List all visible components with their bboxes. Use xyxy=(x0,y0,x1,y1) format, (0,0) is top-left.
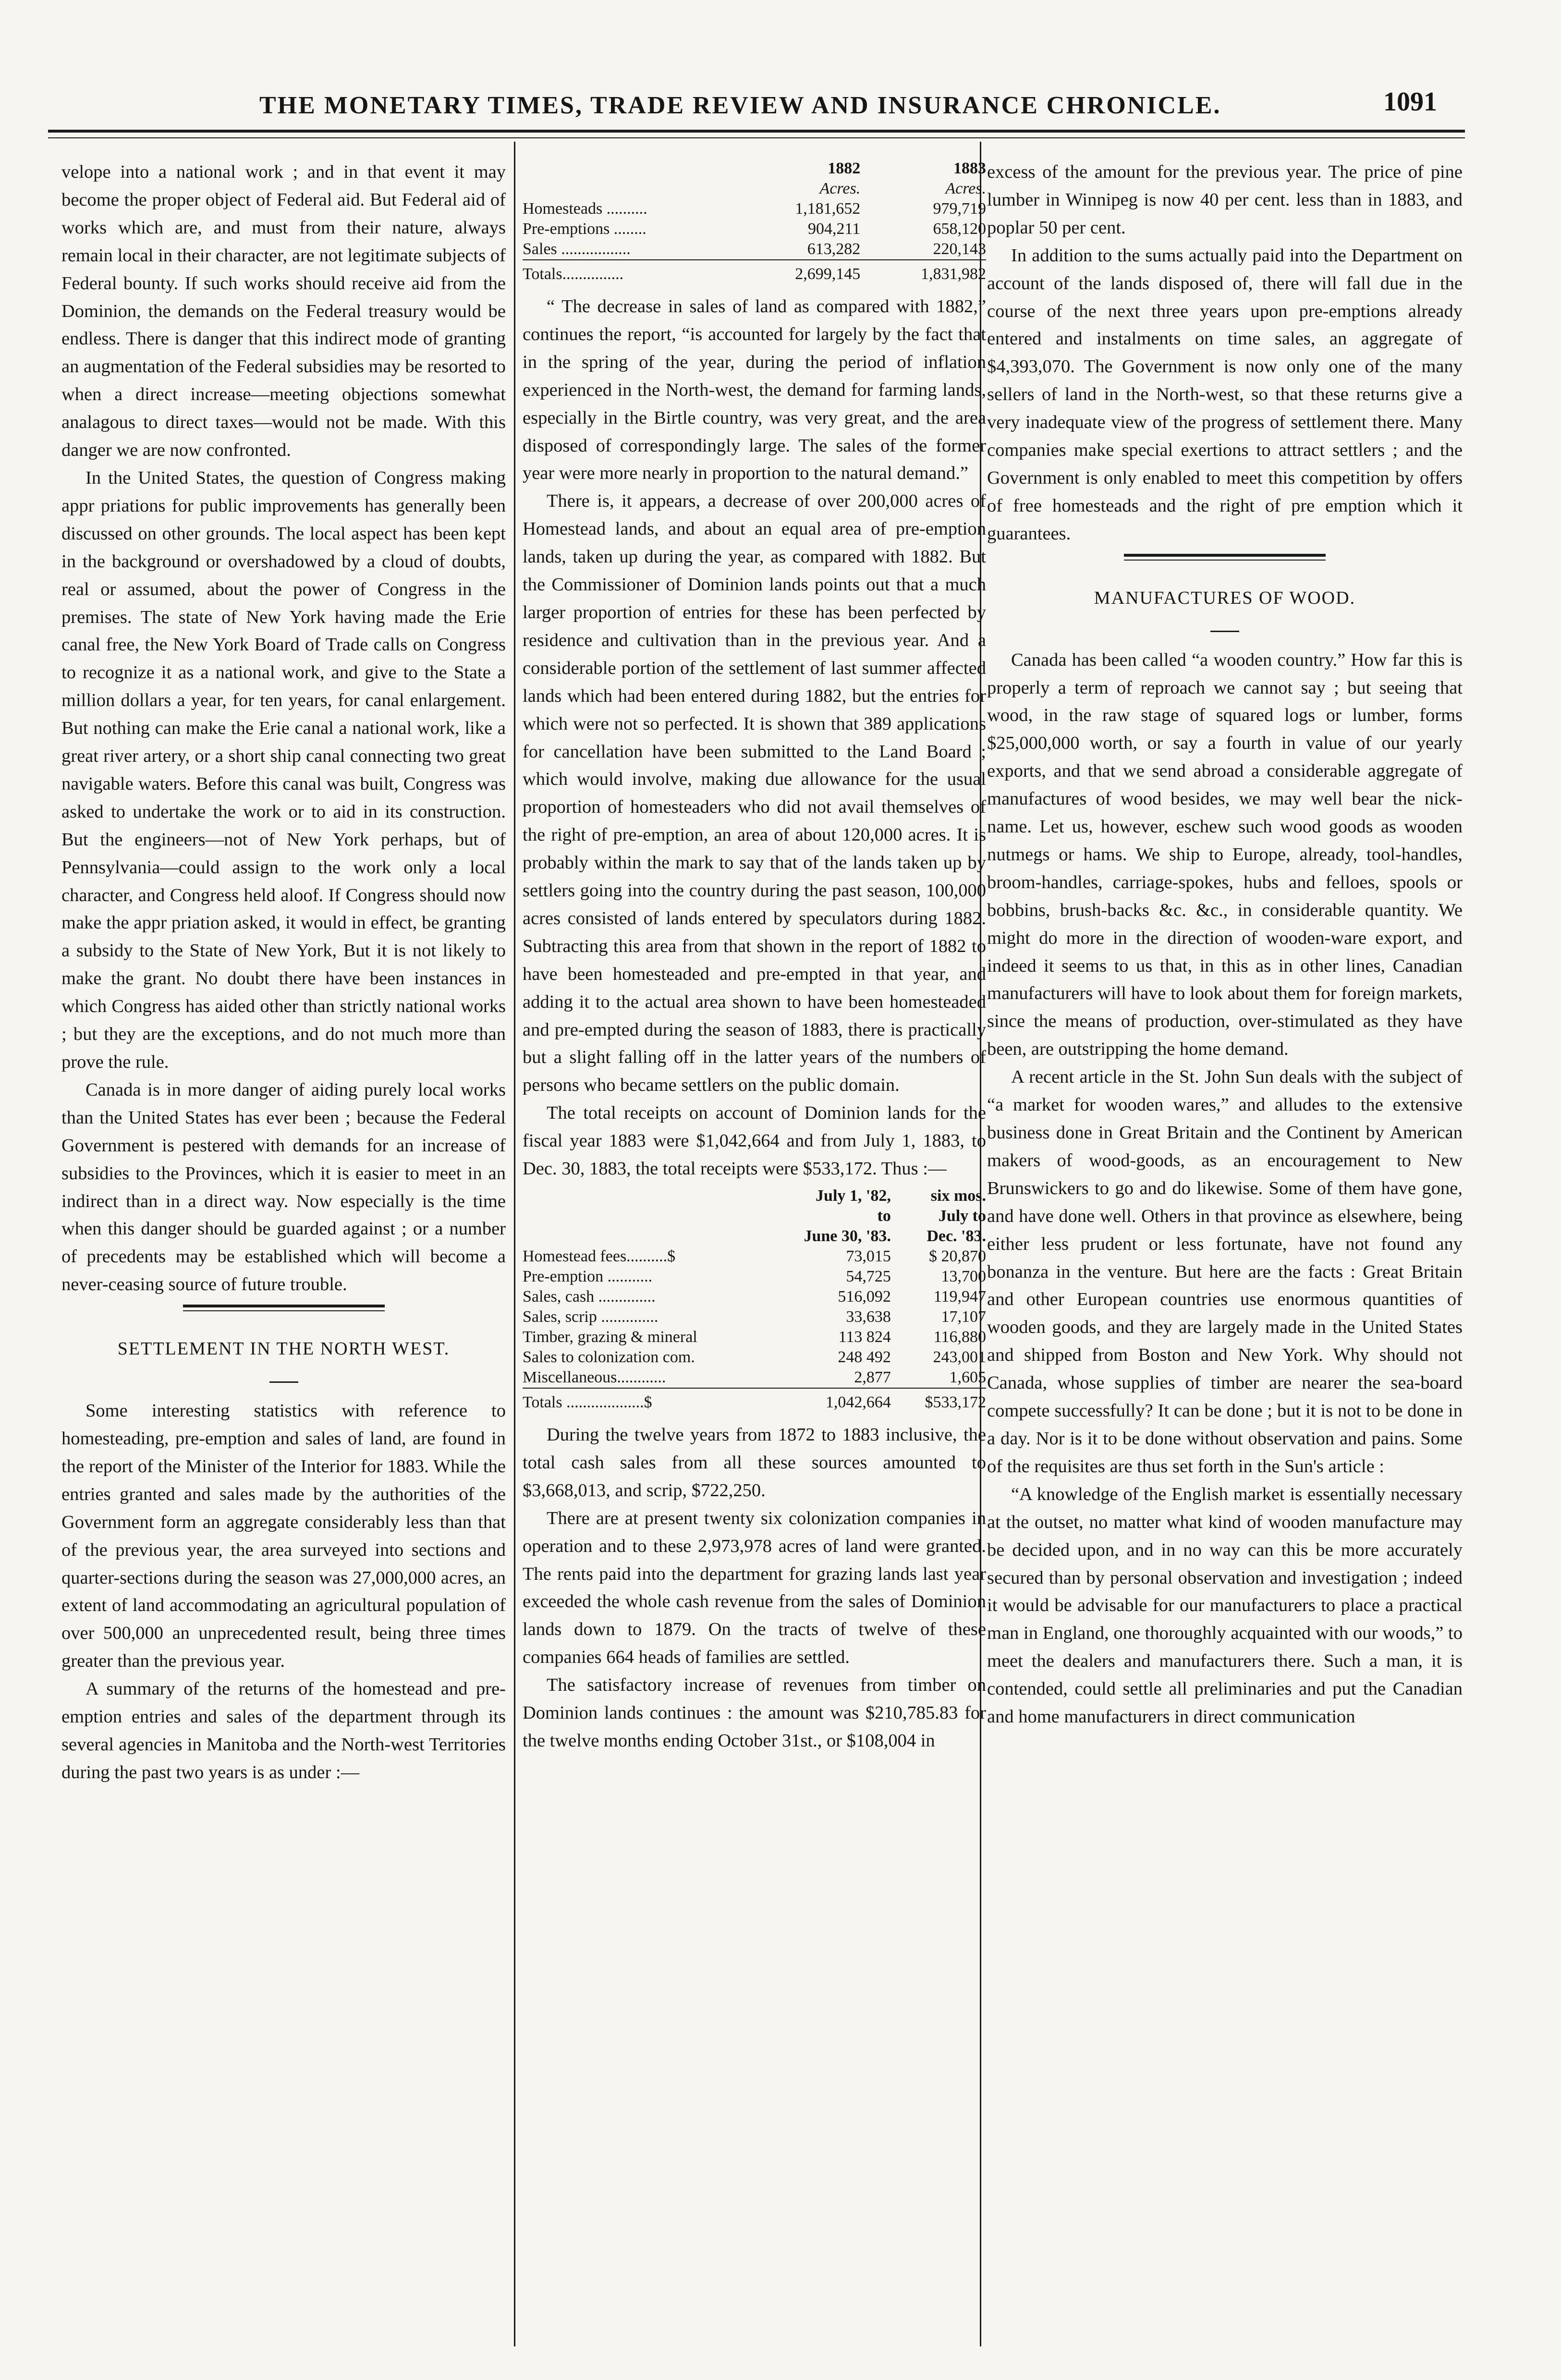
table-unit-header: Acres. xyxy=(945,180,986,197)
paragraph: Canada has been called “a wooden country.” How far this is properly a term of reproach we cannot say ; but seeing that wood, in the raw stage of squared logs or lumber, forms $25,000,000 worth, or say a fourth in value of our yearly exports, and that we send abroad a considerable aggregate of manufactures of wood besides, we may well bear the nick-name. Let us, however, eschew such wood goods as wooden nutmegs or hams. We ship to Europe, already, tool-handles, broom-handles, carriage-spokes, hubs and felloes, spools or bobbins, brush-backs &c. &c., in considerable quantity. We might do more in the direction of wooden-ware export, and indeed it seems to us that, in this as in other lines, Canadian manufacturers will have to look about them for foreign markets, since the means of production, over-stimulated as they have been, are outstripping the home demand. xyxy=(987,649,1463,1060)
header-rule-thin xyxy=(48,137,1465,138)
paragraph: excess of the amount for the previous year. The price of pine lumber in Winnipeg is now 40 per cent. less than in 1883, and poplar 50 per cent. xyxy=(987,162,1463,238)
page-number: 1091 xyxy=(1383,87,1437,117)
column-divider-left xyxy=(514,142,515,2346)
table-year-header: 1883 xyxy=(953,159,986,177)
section-heading: SETTLEMENT IN THE NORTH WEST. xyxy=(117,1339,450,1359)
section-separator xyxy=(61,1299,506,1318)
paragraph: “ The decrease in sales of land as compared with 1882,” continues the report, “is accounted for largely by the fact that in the spring of the year, during the period of inflation experienced in the North-west, the demand for farming lands, especially in the Birtle country, was very great, and the area disposed of correspondingly large. The sales of the former year were more nearly in proportion to the natural demand.” xyxy=(523,296,986,484)
table-row: Timber, grazing & mineral 113 824 116,880 xyxy=(523,1328,986,1346)
receipts-table: July 1, '82, six mos. to July to June 30, '83. Dec. '83. Homestead fees..........$ 73,015 $ 20,870 Pre-emption ........... 54,725 13,700 Sales, cash .............. 516,092 119,947 Sales, scrip .............. 33,638 17,107 Timber, grazing & mineral 113 824 116,880 Sales to colonization com. 248 492 243,001 Miscellaneous............ 2,877 1,605 Totals ...................$ 1,042,664 $533,172 xyxy=(523,1186,986,1413)
column-right xyxy=(987,159,1463,1731)
column-left xyxy=(61,159,506,1787)
paragraph: During the twelve years from 1872 to 1883 inclusive, the total cash sales from all these sources amounted to $3,668,013, and scrip, $722,250. xyxy=(523,1425,986,1501)
table-total-row: Totals ...................$ 1,042,664 $533,172 xyxy=(523,1388,986,1413)
paragraph: A summary of the returns of the homestead and pre-emption entries and sales of the department through its several agencies in Manitoba and the North-west Territories during the past two years is as under :— xyxy=(61,1679,506,1782)
section-heading: MANUFACTURES OF WOOD. xyxy=(1094,587,1356,608)
paragraph: Canada is in more danger of aiding purely local works than the United States has ever been ; because the Federal Government is pestered with demands for an increase of subsidies to the Provinces, which it is easier to meet in an indirect than in a direct way. Now especially is the time when this danger should be guarded against ; or a number of precedents may be established which will become a never-ceasing source of future trouble. xyxy=(61,1079,506,1295)
table-row: Sales, cash .............. 516,092 119,947 xyxy=(523,1288,986,1306)
table-row: Sales to colonization com. 248 492 243,001 xyxy=(523,1348,986,1366)
table-row: Pre-emption ........... 54,725 13,700 xyxy=(523,1268,986,1285)
paragraph: There is, it appears, a decrease of over 200,000 acres of Homestead lands, and about an equal area of pre-emption lands, taken up during the year, as compared with 1882. But the Commissioner of Dominion lands points out that a much larger proportion of entries for these has been perfected by residence and cultivation than in the previous year. And a considerable portion of the settlement of last summer affected lands which had been entered during 1882, but the entries for which were not so perfected. It is shown that 389 applications for cancellation have been submitted to the Land Board ; which would involve, making due allowance for the usual proportion of homesteaders who did not avail themselves of the right of pre-emption, an area of about 120,000 acres. It is probably within the mark to say that of the lands taken up by settlers going into the country during the past season, 100,000 acres consisted of lands entered by speculators during 1882. Subtracting this area from that shown in the report of 1882 to have been homesteaded and pre-empted in that year, and adding it to the actual area shown to have been homesteaded and pre-empted during the season of 1883, there is practically but a slight falling off in the latter years of the numbers of persons who became settlers on the public domain. xyxy=(523,491,986,1096)
masthead xyxy=(0,72,1561,130)
paragraph: A recent article in the St. John Sun deals with the subject of “a market for wooden wares,” and alludes to the extensive business done in Great Britain and the Continent by American makers of wood-goods, as an encouragement to New Brunswickers to go and do likewise. Some of them have gone, and have done well. Others in that province as elsewhere, being either less prudent or less fortunate, have not found any bonanza in the venture. But here are the facts : Great Britain and other European countries use enormous quantities of wooden goods, and they are largely made in the United States and shipped from Boston and New York. Why should not Canada, whose supplies of timber are nearer the sea-board compete successfully? It can be done ; but it is not to be done in a day. Nor is it to be done without observation and pains. Some of the requisites are thus set forth in the Sun's article : xyxy=(987,1067,1463,1477)
paragraph: “A knowledge of the English market is essentially necessary at the outset, no matter what kind of wooden manufacture may be decided upon, and in no way can this be more accurately secured than by personal observation and investigation ; indeed it would be advisable for our manufacturers to place a practical man in England, one thoroughly acquainted with our woods,” to meet the dealers and manufacturers there. Such a man, it is contended, could settle all preliminaries and put the Canadian and home manufacturers in direct communication xyxy=(987,1484,1463,1727)
header-rule-thick xyxy=(48,130,1465,133)
column-middle xyxy=(523,159,986,1755)
table-row: Pre-emptions ........ 904,211 658,120 xyxy=(523,220,986,238)
land-entries-table xyxy=(523,159,986,284)
table-row: Homestead fees..........$ 73,015 $ 20,870 xyxy=(523,1247,986,1265)
paragraph: Some interesting statistics with reference to homesteading, pre-emption and sales of land, are found in the report of the Minister of the Interior for 1883. While the entries granted and sales made by the authorities of the Government form an aggregate considerably less than that of the previous year, the area surveyed into sections and quarter-sections during the season was 27,000,000 acres, an extent of land accommodating an agricultural population of over 500,000 an unprecedented result, being three times greater than the previous year. xyxy=(61,1401,506,1672)
table-unit-header: Acres. xyxy=(819,180,861,197)
heading-dash xyxy=(1210,631,1239,632)
table-row: Homesteads .......... 1,181,652 979,719 xyxy=(523,200,986,218)
table-row: Sales, scrip .............. 33,638 17,107 xyxy=(523,1308,986,1326)
paragraph: The total receipts on account of Dominion lands for the fiscal year 1883 were $1,042,664 and from July 1, 1883, to Dec. 30, 1883, the total receipts were $533,172. Thus :— xyxy=(523,1103,986,1179)
table-row: Miscellaneous............ 2,877 1,605 xyxy=(523,1368,986,1386)
section-separator xyxy=(987,548,1463,567)
publication-title: THE MONETARY TIMES, TRADE REVIEW AND INSURANCE CHRONICLE. xyxy=(259,92,1221,119)
table-row: Sales ................. 613,282 220,143 xyxy=(523,240,986,258)
paragraph: velope into a national work ; and in that event it may become the proper object of Federal aid. But Federal aid of works which are, and must from their nature, always remain local in their character, are not legitimate subjects of Federal bounty. If such works should receive aid from the Dominion, the demands on the Federal treasury would be endless. There is danger that this indirect mode of granting an augmentation of the Federal subsidies may be resorted to when a direct increase—meeting objections somewhat analagous to direct taxes—would not be made. With this danger we are now confronted. xyxy=(61,162,506,461)
table-total-row: Totals............... 2,699,145 1,831,982 xyxy=(523,260,986,284)
table-year-header: 1882 xyxy=(828,159,861,177)
paragraph: There are at present twenty six colonization companies in operation and to these 2,973,978 acres of land were granted. The rents paid into the department for grazing lands last year exceeded the whole cash revenue from the sales of Dominion lands down to 1879. On the tracts of twelve of these companies 664 heads of families are settled. xyxy=(523,1508,986,1668)
heading-dash xyxy=(269,1381,298,1383)
paragraph: In addition to the sums actually paid into the Department on account of the lands disposed of, there will fall due in the course of the next three years upon pre-emptions already entered and instalments on time sales, an aggregate of $4,393,070. The Government is now only one of the many sellers of land in the North-west, so that these returns give a very inadequate view of the progress of settlement there. Many companies make special exertions to attract settlers ; and the Government is only enabled to meet this competition by offers of free homesteads and the right of pre emption which it guarantees. xyxy=(987,245,1463,544)
paragraph: The satisfactory increase of revenues from timber on Dominion lands continues : the amount was $210,785.83 for the twelve months ending October 31st., or $108,004 in xyxy=(523,1675,986,1751)
paragraph: In the United States, the question of Congress making appr priations for public improvements has generally been discussed on other grounds. The local aspect has been kept in the background or overshadowed by a cloud of doubts, real or assumed, about the power of Congress in the premises. The state of New York having made the Erie canal free, the New York Board of Trade calls on Congress to recognize it as a national work, and give to the State a million dollars a year, for ten years, for canal enlargement. But nothing can make the Erie canal a national work, like a great river artery, or a short ship canal connecting two great navigable waters. Before this canal was built, Congress was asked to undertake the work or to aid in its construction. But the engineers—not of New York perhaps, but of Pennsylvania—could assign to the work only a local character, and Congress held aloof. If Congress should now make the appr priation asked, it would in effect, be granting a subsidy to the State of New York, But it is not likely to make the grant. No doubt there have been instances in which Congress has aided other than strictly national works ; but they are the exceptions, and do not much more than prove the rule. xyxy=(61,467,506,1072)
